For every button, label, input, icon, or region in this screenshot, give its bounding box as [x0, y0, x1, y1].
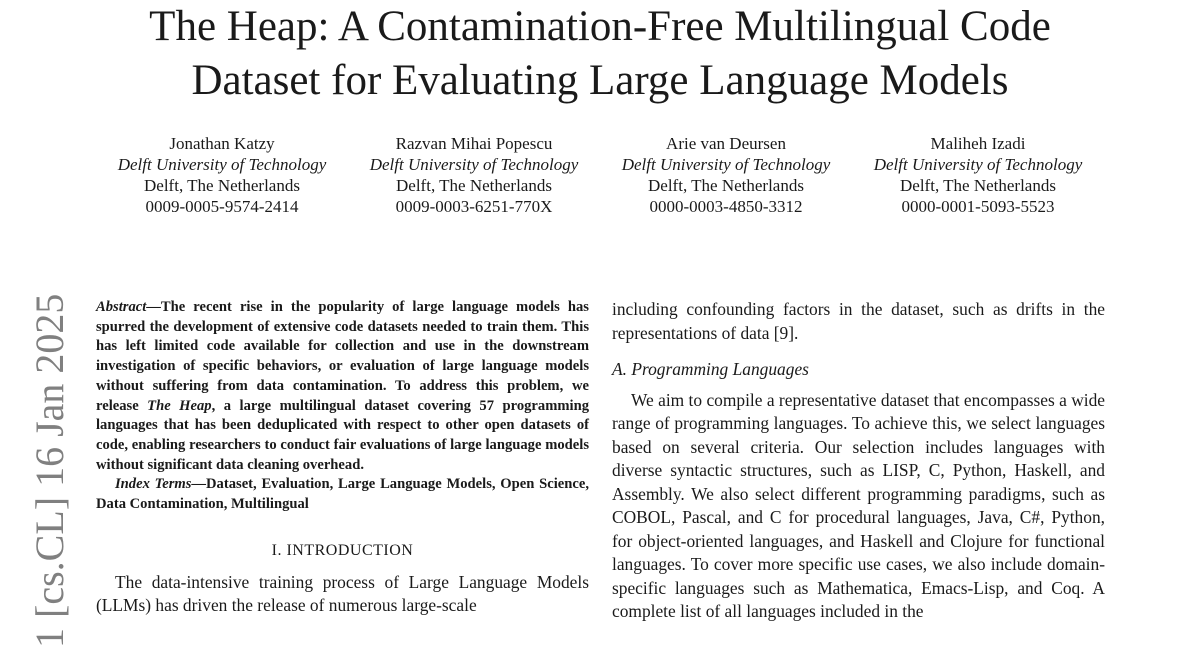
title-line-1: The Heap: A Contamination-Free Multilingual Code: [149, 3, 1051, 50]
index-terms-text: —Dataset, Evaluation, Large Language Models, Open Science, Data Contamination, Multilingual: [96, 476, 589, 513]
author-orcid: 0000-0003-4850-3312: [649, 197, 803, 216]
author-location: Delft, The Netherlands: [144, 176, 300, 195]
author-2: [349, 133, 599, 217]
paper-title: [0, 0, 1200, 108]
author-orcid: 0009-0005-9574-2414: [145, 197, 299, 216]
right-column: [612, 298, 1105, 624]
section-title: NTRODUCTION: [292, 541, 414, 559]
title-line-2: Dataset for Evaluating Large Language Models: [191, 57, 1009, 104]
intro-paragraph: The data-intensive training process of Large Language Models (LLMs) has driven the release of numerous large-scale: [96, 571, 589, 616]
left-column: [96, 298, 589, 618]
author-orcid: 0009-0003-6251-770X: [395, 197, 553, 216]
author-4: [853, 133, 1103, 217]
author-location: Delft, The Netherlands: [396, 176, 552, 195]
author-location: Delft, The Netherlands: [648, 176, 804, 195]
section-number: I. I: [271, 541, 293, 559]
abstract-text-after: , a large multilingual dataset covering 57 programming languages that has been deduplicated with respect to other open datasets of code, enabling researchers to conduct fair evaluations of large language models without significant data cleaning overhead.: [96, 397, 589, 473]
programming-languages-paragraph: We aim to compile a representative dataset that encompasses a wide range of programming languages. To achieve this, we select languages based on several criteria. Our selection includes languages with diverse syntactic structures, such as LISP, C, Python, Haskell, and Assembly. We also select different programming paradigms, such as COBOL, Pascal, and C for procedural languages, Java, C#, Python, for object-oriented languages, and Haskell and Clojure for functional languages. To cover more specific use cases, we also include domain-specific languages such as Mathematica, Emacs-Lisp, and Coq. A complete list of all languages included in the: [612, 389, 1105, 621]
author-affiliation: Delft University of Technology: [873, 155, 1083, 174]
author-affiliation: Delft University of Technology: [621, 155, 831, 174]
abstract-text-before: —The recent rise in the popularity of large language models has spurred the development of extensive code datasets needed to train them. This has left limited code available for collection and use in the downstream investigation of specific behaviors, or evaluation of large language models without suffering from data contamination. To address this problem, we release: [96, 299, 589, 414]
author-block: [97, 133, 1103, 217]
index-terms: [96, 475, 589, 514]
author-name: Razvan Mihai Popescu: [395, 134, 553, 153]
arxiv-stamp: 1 [cs.CL] 16 Jan 2025: [27, 293, 72, 648]
continued-paragraph: including confounding factors in the dataset, such as drifts in the representations of data [9].: [612, 299, 1105, 343]
author-affiliation: Delft University of Technology: [369, 155, 579, 174]
author-3: [601, 133, 851, 217]
dataset-name: The Heap: [147, 397, 212, 414]
section-heading-introduction: [96, 541, 589, 561]
abstract-label: Abstract: [96, 299, 147, 315]
author-1: [97, 133, 347, 217]
author-name: Maliheh Izadi: [930, 134, 1026, 153]
abstract: [96, 298, 589, 475]
author-name: Arie van Deursen: [666, 134, 786, 153]
author-location: Delft, The Netherlands: [900, 176, 1056, 195]
author-name: Jonathan Katzy: [169, 134, 275, 153]
author-affiliation: Delft University of Technology: [117, 155, 327, 174]
author-orcid: 0000-0001-5093-5523: [901, 197, 1055, 216]
index-terms-label: Index Terms: [115, 476, 192, 493]
subsection-heading: A. Programming Languages: [612, 359, 809, 379]
